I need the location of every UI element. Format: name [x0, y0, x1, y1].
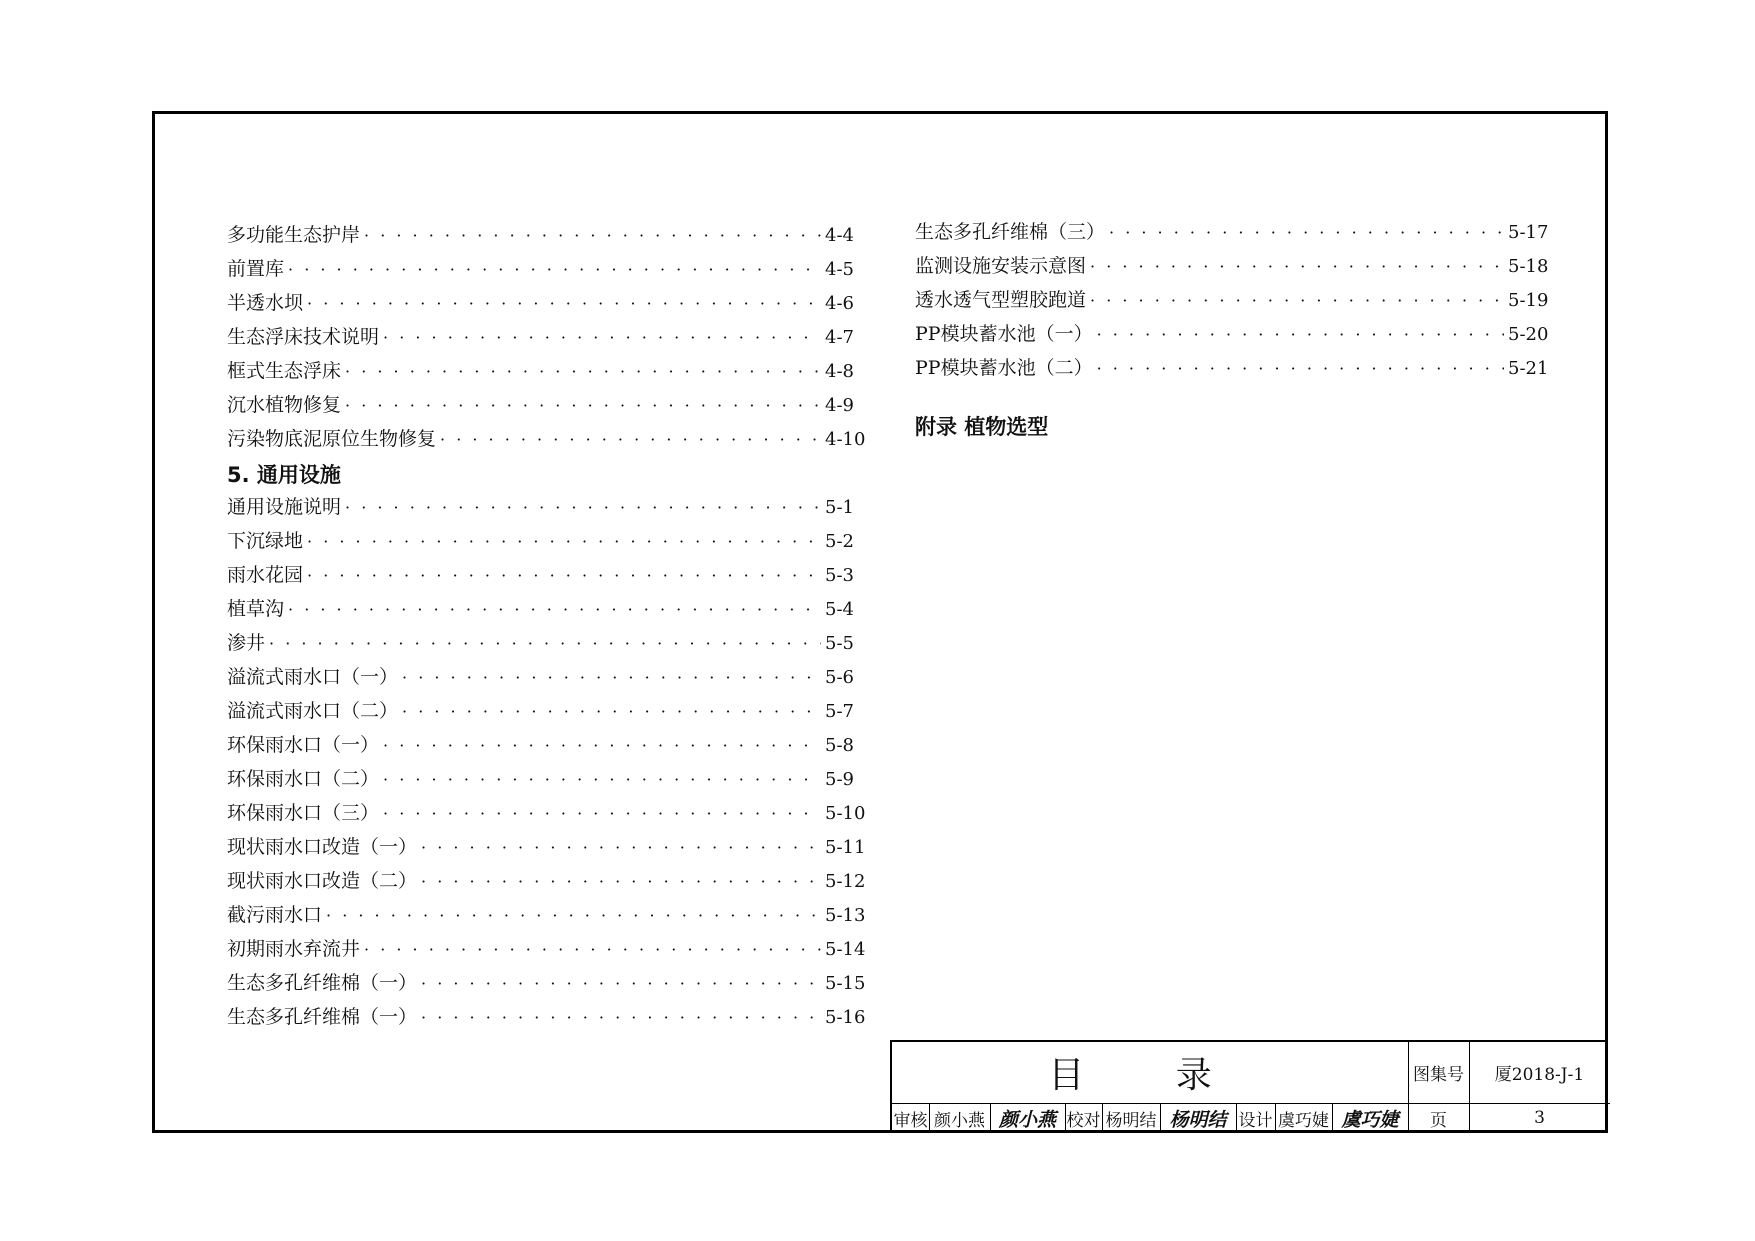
toc-entry[interactable] — [227, 730, 867, 764]
toc-leader-dots — [288, 260, 821, 279]
toc-entry-title: 植草沟 — [227, 598, 285, 620]
title-block — [890, 1040, 1608, 1133]
designer-name: 虞巧婕 — [1278, 1110, 1329, 1131]
toc-leader-dots — [402, 702, 821, 721]
toc-leader-dots — [383, 328, 821, 347]
toc-leader-dots — [307, 532, 821, 551]
toc-entry-title: 生态多孔纤维棉（一） — [227, 972, 418, 994]
toc-entry[interactable] — [227, 798, 867, 832]
toc-entry[interactable] — [227, 424, 867, 458]
atlas-number-label: 图集号 — [1413, 1065, 1464, 1085]
toc-leader-dots — [383, 804, 821, 823]
designer-signature: 虞巧婕 — [1341, 1108, 1399, 1131]
toc-leader-dots — [421, 838, 821, 857]
toc-entry-page: 5-11 — [825, 837, 866, 858]
toc-entry-title: 沉水植物修复 — [227, 394, 342, 416]
toc-leader-dots — [421, 872, 821, 891]
toc-entry-page: 5-9 — [825, 769, 854, 790]
toc-entry-title: 截污雨水口 — [227, 904, 323, 926]
atlas-number: 厦2018-J-1 — [1494, 1065, 1585, 1085]
toc-entry[interactable] — [227, 1002, 867, 1036]
toc-entry-page: 5-15 — [825, 973, 866, 994]
design-label: 设计 — [1238, 1110, 1273, 1131]
checker-signature: 杨明结 — [1169, 1108, 1227, 1131]
toc-entry-page: 5-6 — [825, 667, 854, 688]
reviewer-name: 颜小燕 — [934, 1110, 985, 1131]
toc-entry[interactable] — [227, 968, 867, 1002]
toc-entry-title: 现状雨水口改造（二） — [227, 870, 418, 892]
toc-entry-title: 框式生态浮床 — [227, 360, 342, 382]
toc-entry[interactable] — [227, 526, 867, 560]
toc-entry-page: 5-4 — [825, 599, 854, 620]
drawing-title: 目 录 — [1048, 1055, 1252, 1096]
toc-entry-page: 5-10 — [825, 803, 866, 824]
toc-entry-title: 透水透气型塑胶跑道 — [915, 289, 1087, 311]
toc-entry-page: 5-2 — [825, 531, 854, 552]
toc-entry-title: 环保雨水口（一） — [227, 734, 380, 756]
toc-entry-title: 环保雨水口（二） — [227, 768, 380, 790]
toc-entry[interactable] — [915, 285, 1550, 319]
toc-entry-page: 5-21 — [1508, 358, 1549, 379]
toc-entry[interactable] — [227, 220, 867, 254]
toc-leader-dots — [307, 294, 821, 313]
toc-entry[interactable] — [227, 696, 867, 730]
checker-name: 杨明结 — [1105, 1110, 1157, 1131]
toc-entry-title: PP模块蓄水池（一） — [915, 323, 1093, 345]
toc-leader-dots — [440, 430, 821, 449]
section-heading: 5. 通用设施 — [227, 463, 341, 487]
toc-leader-dots — [364, 940, 821, 959]
toc-entry-page: 5-14 — [825, 939, 866, 960]
toc-entry-title: 下沉绿地 — [227, 530, 304, 552]
toc-entry-page: 4-5 — [825, 259, 854, 280]
toc-entry-page: 4-10 — [825, 429, 866, 450]
toc-entry[interactable] — [915, 353, 1550, 387]
toc-entry-page: 5-13 — [825, 905, 866, 926]
toc-entry-title: 环保雨水口（三） — [227, 802, 380, 824]
toc-entry[interactable] — [915, 217, 1550, 251]
toc-entry[interactable] — [227, 390, 867, 424]
page-label: 页 — [1430, 1110, 1447, 1131]
toc-entry-title: 生态浮床技术说明 — [227, 326, 380, 348]
toc-leader-dots — [288, 600, 821, 619]
toc-leader-dots — [345, 362, 821, 381]
toc-right-column — [915, 217, 1550, 441]
toc-entry[interactable] — [227, 560, 867, 594]
toc-entry-title: PP模块蓄水池（二） — [915, 357, 1093, 379]
toc-leader-dots — [307, 566, 821, 585]
toc-entry-title: 多功能生态护岸 — [227, 224, 361, 246]
toc-leader-dots — [1097, 325, 1504, 344]
toc-entry[interactable] — [227, 288, 867, 322]
toc-entry[interactable] — [227, 322, 867, 356]
toc-entry-title: 通用设施说明 — [227, 496, 342, 518]
toc-leader-dots — [383, 770, 821, 789]
toc-entry-page: 5-16 — [825, 1007, 866, 1028]
toc-entry-page: 5-12 — [825, 871, 866, 892]
check-label: 校对 — [1066, 1110, 1101, 1131]
toc-leader-dots — [364, 226, 821, 245]
toc-leader-dots — [1090, 257, 1504, 276]
toc-leader-dots — [383, 736, 821, 755]
toc-entry[interactable] — [227, 492, 867, 526]
appendix-heading[interactable]: 附录 植物选型 — [915, 415, 1049, 439]
toc-leader-dots — [421, 1008, 821, 1027]
toc-entry-page: 5-7 — [825, 701, 854, 722]
toc-entry-title: 生态多孔纤维棉（三） — [915, 221, 1106, 243]
toc-entry[interactable] — [227, 594, 867, 628]
toc-entry[interactable] — [915, 319, 1550, 353]
reviewer-signature: 颜小燕 — [998, 1108, 1056, 1131]
toc-entry-page: 5-19 — [1508, 290, 1549, 311]
toc-entry[interactable] — [915, 251, 1550, 285]
toc-entry-page: 5-20 — [1508, 324, 1549, 345]
toc-entry-page: 5-17 — [1508, 222, 1549, 243]
toc-entry[interactable] — [227, 866, 867, 900]
toc-entry[interactable] — [227, 662, 867, 696]
toc-entry-page: 5-5 — [825, 633, 854, 654]
toc-entry-page: 4-4 — [825, 225, 854, 246]
toc-entry-title: 初期雨水弃流井 — [227, 938, 361, 960]
toc-entry[interactable] — [227, 356, 867, 390]
review-label: 审核 — [893, 1110, 928, 1131]
page-number: 3 — [1534, 1108, 1545, 1128]
toc-entry[interactable] — [227, 832, 867, 866]
toc-left-column — [227, 220, 867, 1036]
toc-leader-dots — [345, 396, 821, 415]
toc-entry-page: 4-8 — [825, 361, 854, 382]
toc-entry-page: 5-18 — [1508, 256, 1549, 277]
toc-leader-dots — [345, 498, 821, 517]
toc-entry[interactable] — [227, 254, 867, 288]
toc-entry-page: 5-3 — [825, 565, 854, 586]
toc-entry-title: 渗井 — [227, 632, 266, 654]
toc-entry-title: 前置库 — [227, 258, 285, 280]
toc-entry-title: 雨水花园 — [227, 564, 304, 586]
toc-entry-page: 5-1 — [825, 497, 854, 518]
toc-entry-page: 4-9 — [825, 395, 854, 416]
toc-leader-dots — [1090, 291, 1504, 310]
toc-leader-dots — [1097, 359, 1504, 378]
toc-entry[interactable] — [227, 900, 867, 934]
toc-entry[interactable] — [227, 628, 867, 662]
toc-entry-page: 4-6 — [825, 293, 854, 314]
toc-leader-dots — [402, 668, 821, 687]
toc-entry-title: 污染物底泥原位生物修复 — [227, 428, 437, 450]
toc-leader-dots — [326, 906, 821, 925]
toc-entry-title: 半透水坝 — [227, 292, 304, 314]
toc-entry-title: 溢流式雨水口（二） — [227, 700, 399, 722]
toc-entry-title: 溢流式雨水口（一） — [227, 666, 399, 688]
toc-entry[interactable] — [227, 764, 867, 798]
toc-entry-title: 现状雨水口改造（一） — [227, 836, 418, 858]
toc-entry-title: 监测设施安装示意图 — [915, 255, 1087, 277]
toc-entry-page: 5-8 — [825, 735, 854, 756]
toc-leader-dots — [421, 974, 821, 993]
toc-leader-dots — [269, 634, 821, 653]
toc-leader-dots — [1109, 223, 1504, 242]
toc-entry[interactable] — [227, 934, 867, 968]
toc-entry-page: 4-7 — [825, 327, 854, 348]
toc-entry-title: 生态多孔纤维棉（一） — [227, 1006, 418, 1028]
